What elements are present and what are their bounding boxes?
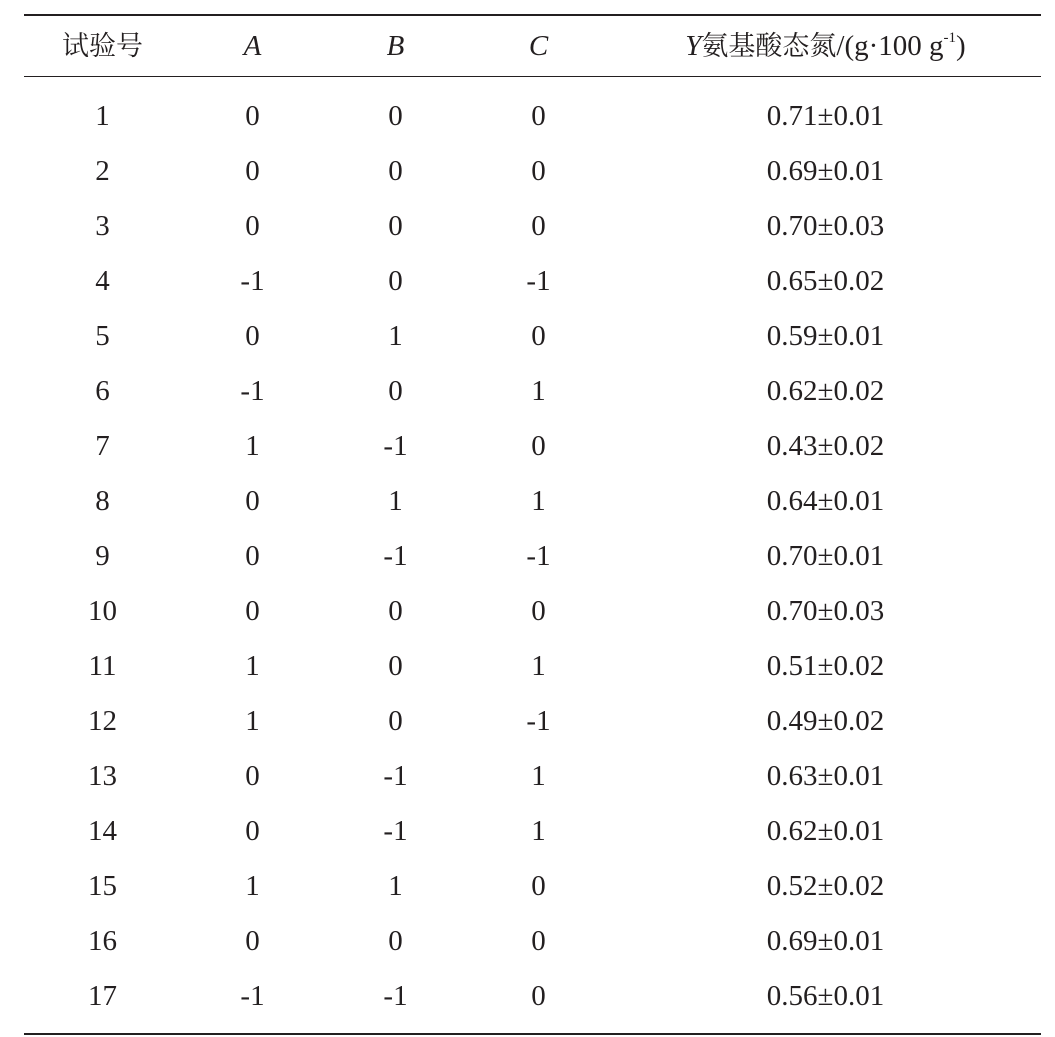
- cell-b: 0: [388, 210, 403, 242]
- cell-trial: 11: [88, 650, 117, 682]
- cell-a: 0: [245, 815, 260, 847]
- header-y-name: 氨基酸态氮: [701, 30, 837, 62]
- cell-b: -1: [383, 980, 408, 1012]
- cell-c: -1: [526, 540, 551, 572]
- cell-y: 0.70±0.03: [766, 595, 885, 627]
- cell-y: 0.62±0.02: [766, 375, 885, 407]
- cell-a: 0: [245, 540, 260, 572]
- cell-b: 0: [388, 375, 403, 407]
- cell-b: 0: [388, 925, 403, 957]
- cell-c: 0: [531, 430, 546, 462]
- cell-a: 1: [245, 705, 260, 737]
- cell-trial: 1: [95, 100, 110, 132]
- cell-b: -1: [383, 540, 408, 572]
- cell-b: 0: [388, 100, 403, 132]
- cell-c: 0: [531, 870, 546, 902]
- cell-a: 0: [245, 100, 260, 132]
- cell-b: 0: [388, 595, 403, 627]
- table-row: [24, 89, 1041, 144]
- cell-a: 0: [245, 485, 260, 517]
- cell-y: 0.56±0.01: [766, 980, 885, 1012]
- cell-c: 0: [531, 320, 546, 352]
- table-row: [24, 859, 1041, 914]
- cell-a: 1: [245, 650, 260, 682]
- cell-trial: 3: [95, 210, 110, 242]
- cell-y: 0.51±0.02: [766, 650, 885, 682]
- cell-a: 0: [245, 925, 260, 957]
- cell-c: 1: [531, 815, 546, 847]
- header-c: C: [528, 29, 549, 62]
- cell-y: 0.69±0.01: [766, 155, 885, 187]
- cell-c: 0: [531, 925, 546, 957]
- cell-c: -1: [526, 705, 551, 737]
- cell-trial: 12: [88, 705, 117, 737]
- cell-c: 0: [531, 980, 546, 1012]
- header-y-unit-close: ): [956, 29, 966, 62]
- cell-y: 0.71±0.01: [766, 100, 885, 132]
- cell-a: -1: [240, 265, 265, 297]
- table-row: [24, 309, 1041, 364]
- cell-c: -1: [526, 265, 551, 297]
- cell-trial: 9: [95, 540, 110, 572]
- cell-a: 0: [245, 320, 260, 352]
- table-row: [24, 969, 1041, 1024]
- cell-y: 0.59±0.01: [766, 320, 885, 352]
- table-body: [24, 89, 1041, 1024]
- cell-b: 1: [388, 870, 403, 902]
- cell-b: 1: [388, 485, 403, 517]
- cell-y: 0.49±0.02: [766, 705, 885, 737]
- cell-a: 1: [245, 430, 260, 462]
- cell-trial: 4: [95, 265, 110, 297]
- cell-b: 1: [388, 320, 403, 352]
- cell-a: 0: [245, 760, 260, 792]
- cell-b: 0: [388, 650, 403, 682]
- header-a: A: [243, 29, 262, 62]
- cell-trial: 15: [88, 870, 117, 902]
- cell-b: -1: [383, 760, 408, 792]
- cell-a: 0: [245, 155, 260, 187]
- table-row: [24, 584, 1041, 639]
- cell-c: 0: [531, 100, 546, 132]
- cell-a: -1: [240, 375, 265, 407]
- cell-trial: 2: [95, 155, 110, 187]
- table-row: [24, 529, 1041, 584]
- cell-trial: 5: [95, 320, 110, 352]
- header-y-unit: /(g·100 g: [836, 29, 944, 62]
- cell-a: 1: [245, 870, 260, 902]
- cell-trial: 14: [88, 815, 117, 847]
- cell-c: 0: [531, 155, 546, 187]
- cell-b: -1: [383, 815, 408, 847]
- table-row: [24, 804, 1041, 859]
- cell-c: 1: [531, 760, 546, 792]
- table-row: [24, 199, 1041, 254]
- cell-trial: 13: [88, 760, 117, 792]
- header-trial: 试验号: [62, 30, 143, 62]
- header-y-unit-sup: -1: [943, 29, 957, 46]
- table-row: [24, 694, 1041, 749]
- cell-c: 0: [531, 210, 546, 242]
- cell-trial: 7: [95, 430, 110, 462]
- cell-b: 0: [388, 705, 403, 737]
- cell-y: 0.63±0.01: [766, 760, 885, 792]
- cell-y: 0.64±0.01: [766, 485, 885, 517]
- cell-c: 0: [531, 595, 546, 627]
- cell-a: 0: [245, 595, 260, 627]
- data-table: [24, 14, 1041, 1035]
- cell-trial: 6: [95, 375, 110, 407]
- table-row: [24, 254, 1041, 309]
- table-row: [24, 364, 1041, 419]
- cell-y: 0.69±0.01: [766, 925, 885, 957]
- cell-y: 0.70±0.01: [766, 540, 885, 572]
- cell-a: -1: [240, 980, 265, 1012]
- cell-b: -1: [383, 430, 408, 462]
- table-row: [24, 474, 1041, 529]
- cell-trial: 8: [95, 485, 110, 517]
- table-row: [24, 914, 1041, 969]
- header-b: B: [386, 29, 405, 62]
- cell-trial: 10: [88, 595, 117, 627]
- cell-c: 1: [531, 485, 546, 517]
- header-y: [610, 29, 1041, 62]
- table-header-row: [24, 16, 1041, 76]
- cell-b: 0: [388, 265, 403, 297]
- cell-y: 0.70±0.03: [766, 210, 885, 242]
- cell-a: 0: [245, 210, 260, 242]
- cell-y: 0.52±0.02: [766, 870, 885, 902]
- table-row: [24, 144, 1041, 199]
- cell-c: 1: [531, 650, 546, 682]
- cell-y: 0.43±0.02: [766, 430, 885, 462]
- cell-b: 0: [388, 155, 403, 187]
- cell-c: 1: [531, 375, 546, 407]
- header-y-symbol: Y: [685, 29, 702, 62]
- table-row: [24, 639, 1041, 694]
- bottom-rule: [24, 1033, 1041, 1035]
- cell-y: 0.65±0.02: [766, 265, 885, 297]
- table-row: [24, 749, 1041, 804]
- table-row: [24, 419, 1041, 474]
- cell-trial: 16: [88, 925, 117, 957]
- cell-y: 0.62±0.01: [766, 815, 885, 847]
- cell-trial: 17: [88, 980, 117, 1012]
